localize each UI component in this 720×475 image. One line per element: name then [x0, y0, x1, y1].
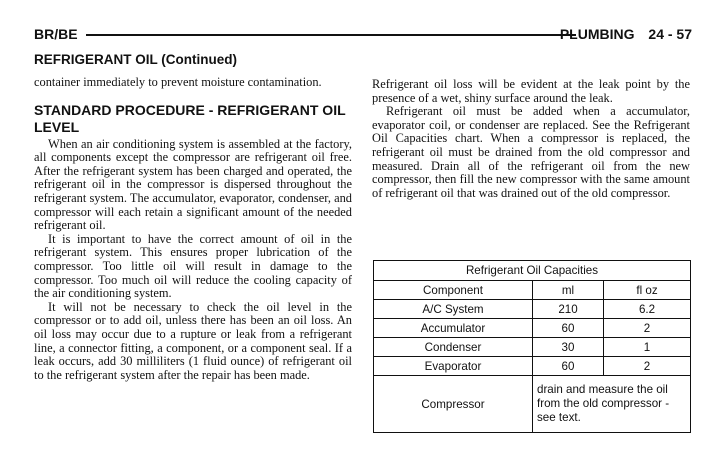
- header-right: [550, 26, 692, 42]
- header-fl-oz: fl oz: [604, 281, 691, 300]
- page-header: [34, 24, 692, 44]
- table-caption: Refrigerant Oil Capacities: [374, 261, 691, 281]
- right-column: [372, 78, 690, 200]
- row-ml: 210: [533, 300, 604, 319]
- paragraph-2: It is important to have the correct amount of oil in the refrigerant system. This ensures proper lubrication of the compressor. Too little oil will result in damage to the compressor. Too much oil will reduce the cooling capacity of the air conditioning system.: [34, 231, 352, 301]
- row-ml: 30: [533, 338, 604, 357]
- paragraph-1: When an air conditioning system is assembled at the factory, all components except the compressor are refrigerant oil free. After the refrigerant system has been charged and operated, the refrigerant oil in the compressor is dispersed throughout the refrigerant system. The accumulator, evaporator, condenser, and compressor will each retain a significant amount of the needed refrigerant oil.: [34, 136, 352, 233]
- row-fl-oz: 2: [604, 357, 691, 376]
- left-intro-text: container immediately to prevent moisture contamination.: [34, 75, 322, 89]
- section-title: STANDARD PROCEDURE - REFRIGERANT OIL LEVEL: [34, 101, 346, 135]
- row-component: Evaporator: [374, 357, 533, 376]
- table-row-compressor: [374, 376, 691, 433]
- right-intro-text: Refrigerant oil loss will be evident at the leak point by the presence of a wet, shiny surface around the leak.: [372, 77, 690, 105]
- table-row: [374, 319, 691, 338]
- row-fl-oz: 2: [604, 319, 691, 338]
- oil-capacities-table: [373, 260, 691, 433]
- header-component: Component: [374, 281, 533, 300]
- continued-title: REFRIGERANT OIL (Continued): [34, 52, 237, 67]
- left-column: [34, 76, 352, 382]
- row-fl-oz: 6.2: [604, 300, 691, 319]
- table-row: [374, 357, 691, 376]
- table-header-row: [374, 281, 691, 300]
- row-component: Accumulator: [374, 319, 533, 338]
- page-number: 24 - 57: [648, 26, 692, 42]
- row-component: Compressor: [374, 376, 533, 433]
- compressor-note: drain and measure the oil from the old compressor - see text.: [533, 376, 691, 433]
- row-component: Condenser: [374, 338, 533, 357]
- model-code: BR/BE: [34, 26, 78, 42]
- row-fl-oz: 1: [604, 338, 691, 357]
- row-component: A/C System: [374, 300, 533, 319]
- header-rule: [86, 34, 576, 36]
- right-paragraph: Refrigerant oil must be added when a accumulator, evaporator coil, or condenser are replaced. See the Refrigerant Oil Capacities chart. When a compressor is replaced, the refrigerant oil must be drained from the old compressor and measured. Drain all of the refrigerant oil from the new compressor, then fill the new compressor with the same amount of refrigerant oil that was drained out of the old compressor.: [372, 104, 690, 200]
- table-row: [374, 300, 691, 319]
- paragraph-3: It will not be necessary to check the oil level in the compressor or to add oil, unless there has been an oil loss. An oil loss may occur due to a rupture or leak from a refrigerant line, a connector fitting, a component, or a component seal. If a leak occurs, add 30 milliliters (1 fluid ounce) of refrigerant oil to the refrigerant system after the repair has been made.: [34, 299, 352, 382]
- section-name: PLUMBING: [559, 26, 635, 42]
- header-ml: ml: [533, 281, 604, 300]
- row-ml: 60: [533, 357, 604, 376]
- row-ml: 60: [533, 319, 604, 338]
- table-row: [374, 338, 691, 357]
